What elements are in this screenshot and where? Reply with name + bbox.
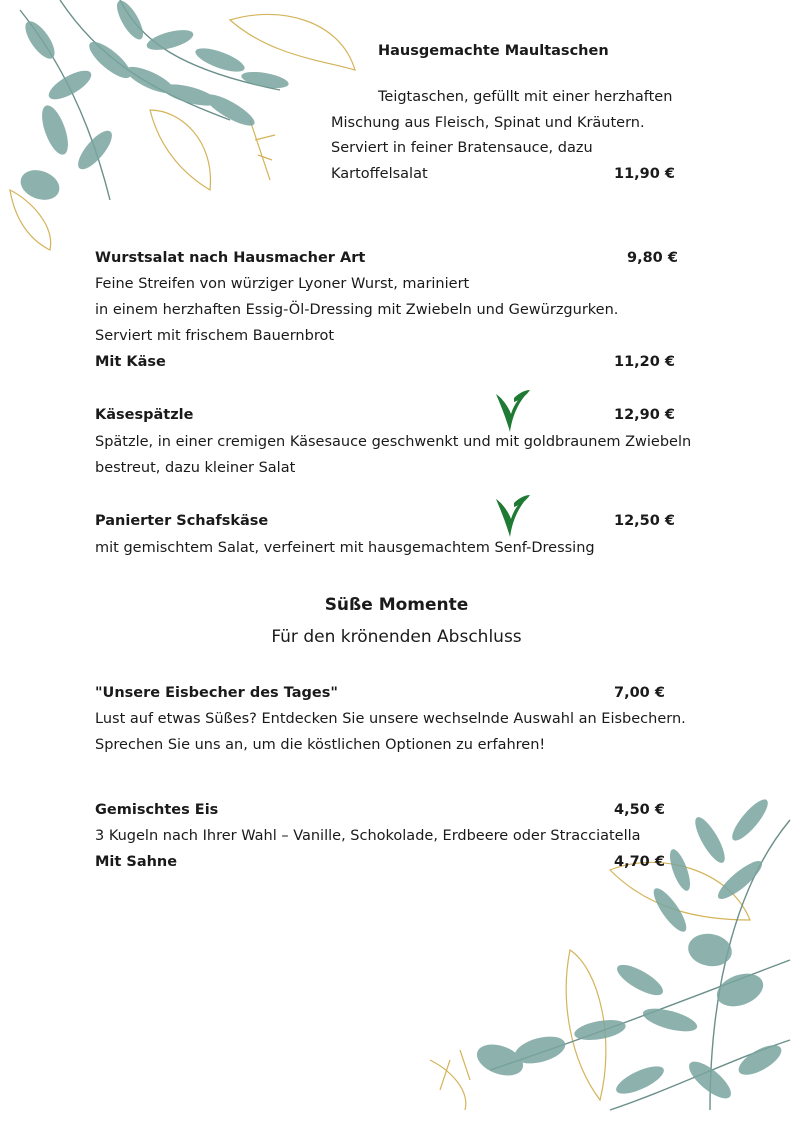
dish-description-line: in einem herzhaften Essig-Öl-Dressing mit Zwiebeln und Gewürzgurken. [95,302,619,318]
dish-description-line: Mischung aus Fleisch, Spinat und Kräutern. [331,115,645,131]
dish-price: 11,90 € [614,166,676,182]
dish-description-line: mit gemischtem Salat, verfeinert mit hausgemachtem Senf-Dressing [95,540,595,556]
dish-description-line: Feine Streifen von würziger Lyoner Wurst, mariniert [95,276,470,292]
vegetarian-v-icon [492,493,532,539]
dish-description-line: 3 Kugeln nach Ihrer Wahl – Vanille, Schokolade, Erdbeere oder Stracciatella [95,828,641,844]
dish-extra-price: 11,20 € [614,354,676,370]
eucalyptus-leaves-decoration [410,760,793,1122]
dish-description-line: Serviert mit frischem Bauernbrot [95,328,335,344]
dish-price: 12,90 € [614,407,676,423]
dish-title-maultaschen: Hausgemachte Maultaschen [378,43,609,59]
dish-price: 4,50 € [614,802,665,818]
dish-title-kaesespaetzle: Käsespätzle [95,407,194,423]
dish-description-line: Kartoffelsalat [331,166,428,182]
dish-description-line: Spätzle, in einer cremigen Käsesauce geschwenkt und mit goldbraunem Zwiebeln [95,434,692,450]
dish-extra-label: Mit Sahne [95,854,178,870]
dish-description-line: Serviert in feiner Bratensauce, dazu [331,140,593,156]
dish-title-wurstsalat: Wurstsalat nach Hausmacher Art [95,250,366,266]
dish-price: 7,00 € [614,685,665,701]
dish-description-line: Sprechen Sie uns an, um die köstlichen Optionen zu erfahren! [95,737,546,753]
dish-description-line: bestreut, dazu kleiner Salat [95,460,296,476]
dish-title-gemischtes-eis: Gemischtes Eis [95,802,219,818]
section-subheading: Für den krönenden Abschluss [271,627,522,647]
vegetarian-v-icon [492,388,532,434]
dish-description-line: Lust auf etwas Süßes? Entdecken Sie unsere wechselnde Auswahl an Eisbechern. [95,711,686,727]
dish-title-eisbecher: "Unsere Eisbecher des Tages" [95,685,338,701]
dish-price: 9,80 € [627,250,678,266]
dish-extra-price: 4,70 € [614,854,665,870]
dish-extra-label: Mit Käse [95,354,166,370]
dish-title-schafskaese: Panierter Schafskäse [95,513,269,529]
dish-description-line: Teigtaschen, gefüllt mit einer herzhaften [378,89,673,105]
dish-price: 12,50 € [614,513,676,529]
section-heading: Süße Momente [324,595,469,615]
